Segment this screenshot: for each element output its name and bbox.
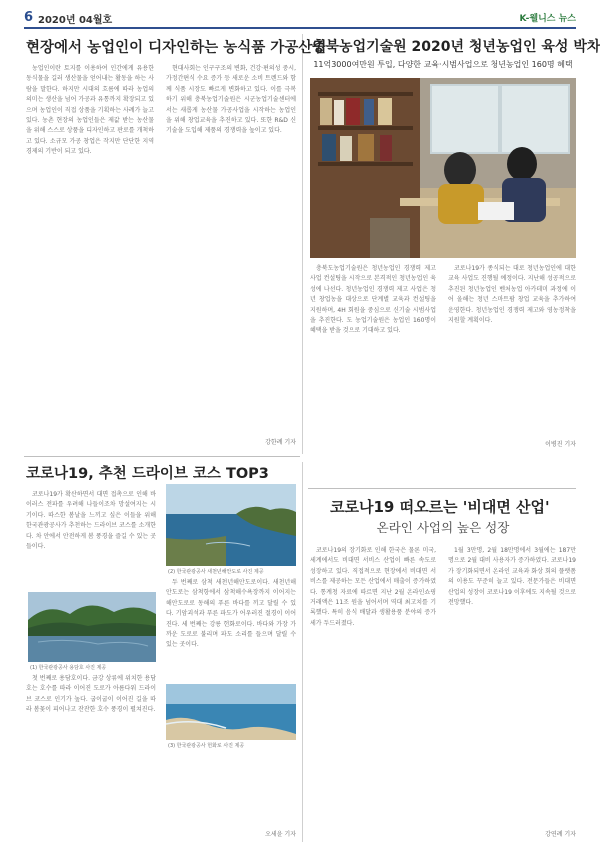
article2-title: 충북농업기술원 2020년 청년농업인 육성 박차 xyxy=(312,39,600,55)
article2-text-2: 코로나19가 종식되는 대로 청년농업인에 대한 교육 사업도 진행될 예정이다. 지난해 성공적으로 추진된 청년농업인 벤처농업 아카데미 과정에 이어 올해는 청년 스마트팜 창업 교육을 추가하여 운영한다. 청년농업인 경쟁력 제고와 영농정착을 지원할 계획이다. xyxy=(448,265,576,325)
article3-col1 xyxy=(26,490,156,588)
article4-byline: 강연례 기자 xyxy=(545,831,576,838)
article4-title: 코로나19 떠오르는 '비대면 산업' xyxy=(330,498,550,516)
article3-col2b xyxy=(166,750,296,830)
photo-caption-3: (3) 한국관광공사 헌화로 사진 제공 xyxy=(168,743,245,749)
column-divider xyxy=(302,34,303,454)
article3-title: 코로나19, 추천 드라이브 코스 TOP3 xyxy=(26,466,269,482)
lake-photo xyxy=(28,592,156,662)
section-divider xyxy=(24,456,300,457)
article2-col1 xyxy=(310,264,436,442)
photo-caption-1: (1) 한국관광공사 용담호 사진 제공 xyxy=(30,665,107,671)
article2-subtitle: 11억3000여만원 투입, 다양한 교육·시범사업으로 청년농업인 160명 혜택 xyxy=(313,60,573,69)
article3-col2 xyxy=(166,578,296,678)
page-header xyxy=(24,10,576,26)
photo-caption-2: (2) 한국관광공사 새천년해안도로 사진 제공 xyxy=(168,569,264,575)
article3-col1b xyxy=(26,674,156,840)
page-number: 6 xyxy=(24,10,34,25)
article2-text-1: 충북도농업기술원은 청년농업인 경쟁력 제고 사업 컨설팅을 시작으로 본격적인 청년농업인 육성에 나선다. 청년농업인 경쟁력 제고 사업은 청년 창업농을 대상으로 단계별 교육과 컨설팅을 지원하며, 4H 회원을 중심으로 신기술 시범사업을 추진한다. 도 농업기술원은 농업인 160명이 혜택을 받을 것으로 기대하고 있다. xyxy=(310,265,436,335)
article1-col1 xyxy=(26,64,154,448)
article1-text-1: 농업인이란 토지를 이용하여 인간에게 유용한 동식물을 길러 생산물을 얻어내는 활동을 하는 사람을 말한다. 하지만 시대의 흐름에 따라 농업의 의미는 생산을 넘어 가공과 유통까지 확장되고 있으며 농업인이 직접 상품을 기획하는 사례가 늘고 있다. 농촌 현장의 농업인들은 제값 받는 농산물을 위해 스스로 상품을 디자인하고 판로를 개척하고 있다. 소규모 가공 창업은 작지만 단단한 지역 경제의 기반이 되고 있다. xyxy=(26,65,154,156)
article1-title: 현장에서 농업인이 디자인하는 농식품 가공산업 xyxy=(26,40,327,56)
article3-byline: 오세윤 기자 xyxy=(265,831,296,838)
article4-subtitle: 온라인 사업의 높은 성장 xyxy=(376,520,510,535)
article4-col2 xyxy=(448,546,576,830)
coast-photo xyxy=(166,484,296,566)
article2-byline: 이병진 기자 xyxy=(545,441,576,448)
beach-road-photo xyxy=(166,684,296,740)
article3-text-1: 코로나19가 확산하면서 대면 접촉으로 인해 바이러스 전파를 우려해 나들이조차 망설여지는 시기이다. 따스한 봄날을 느끼고 싶은 이들을 위해 한국관광공사가 추천하는 드라이브 코스를 소개한다. 차 안에서 안전하게 봄 풍경을 즐길 수 있는 곳들이다. xyxy=(26,491,156,551)
article3-text-1b: 첫 번째로 용담호이다. 금강 상류에 위치한 용담호는 호수를 따라 이어진 도로가 아름다워 드라이브 코스로 인기가 높다. 굽이굽이 이어진 길을 따라 봄꽃이 피어나고 잔잔한 호수 풍경이 펼쳐진다. xyxy=(26,675,156,714)
brand-logo: K-웰니스 뉴스 xyxy=(519,14,576,24)
section-divider xyxy=(308,488,576,489)
header-rule xyxy=(24,27,576,29)
article4-text-2: 1월 3만명, 2월 18만명에서 3월에는 187만 명으로 2월 대비 사용자가 증가하였다. 코로나19가 장기화되면서 온라인 교육과 화상 회의 플랫폼의 이용도 꾸준히 늘고 있다. 전문가들은 비대면 산업의 성장이 코로나19 이후에도 지속될 것으로 전망했다. xyxy=(448,547,576,607)
article1-col2 xyxy=(166,64,296,436)
article3-text-2: 두 번째로 삼척 새천년해안도로이다. 새천년해안도로는 삼척항에서 삼척해수욕장까지 이어지는 해안도로로 동해의 푸른 바다를 끼고 달릴 수 있다. 기암괴석과 푸른 파도가 어우러진 절경이 이어진다. 세 번째는 강릉 헌화로이다. 바다와 가장 가까운 도로로 불리며 파도 소리를 들으며 달릴 수 있는 곳이다. xyxy=(166,579,296,649)
article1-byline: 강한례 기자 xyxy=(265,439,296,446)
issue-date: 2020년 04월호 xyxy=(38,15,113,26)
article4-text-1: 코로나19의 장기화로 인해 한국은 물론 미국, 세계에서도 비대면 서비스 산업이 빠른 속도로 성장하고 있다. 직접적으로 현장에서 비대면 서비스를 제공하는 모든 산업에서 매출이 증가하였다. 통계청 자료에 따르면 지난 2월 온라인쇼핑 거래액은 11조 원을 넘어서며 역대 최고치를 기록했다. 특히 음식 배달과 생활용품 분야의 증가세가 두드러졌다. xyxy=(310,547,436,627)
meeting-photo xyxy=(310,78,576,258)
article1-text-2: 현대사회는 인구구조의 변화, 건강·편의성 중시, 가정간편식 수요 증가 등 새로운 소비 트렌드와 함께 식품 시장도 빠르게 변화하고 있다. 이를 극복하기 위해 충북농업기술원은 시군농업기술센터에서는 새롭게 농산물 가공사업을 시작하는 농업인을 위해 창업교육을 추진하고 있다. 또한 R&D 신기술을 도입해 제품의 경쟁력을 높이고 있다. xyxy=(166,65,296,135)
article2-col2 xyxy=(448,264,576,450)
column-divider xyxy=(302,462,303,842)
article4-col1 xyxy=(310,546,436,842)
